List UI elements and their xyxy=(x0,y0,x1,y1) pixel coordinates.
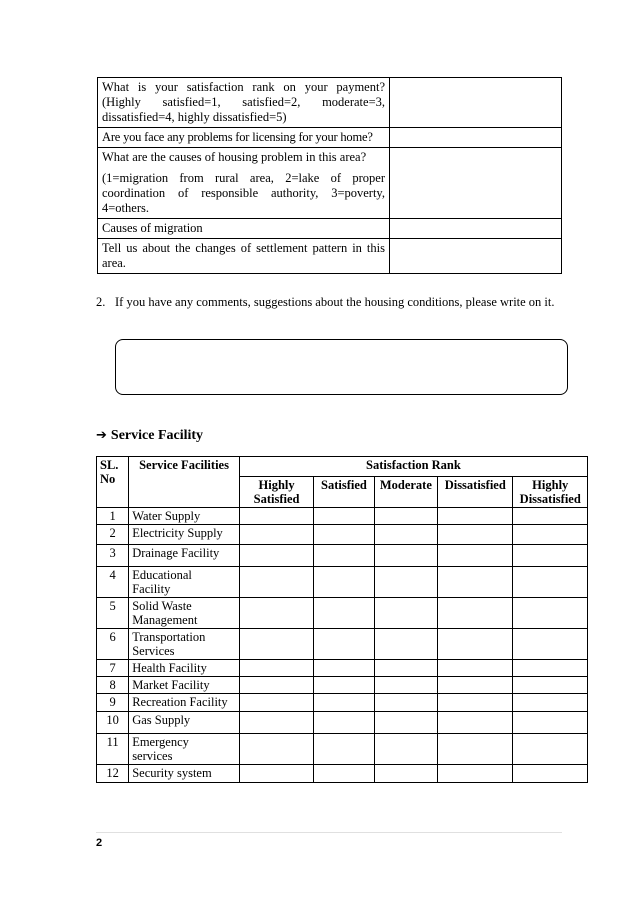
rank-cell[interactable] xyxy=(239,598,313,629)
rank-cell[interactable] xyxy=(374,765,437,783)
rank-cell[interactable] xyxy=(374,734,437,765)
facility-name: Solid Waste Management xyxy=(129,598,240,629)
question-text: (Highly satisfied=1, satisfied=2, moderate=3, xyxy=(102,95,385,109)
table-row xyxy=(97,734,588,765)
rank-cell[interactable] xyxy=(513,525,588,545)
rank-cell[interactable] xyxy=(513,694,588,712)
answer-cell[interactable] xyxy=(390,239,562,274)
rank-cell[interactable] xyxy=(314,694,374,712)
rank-cell[interactable] xyxy=(513,598,588,629)
header-service-facilities: Service Facilities xyxy=(129,457,240,508)
question-text: area. xyxy=(102,256,126,270)
service-facility-table xyxy=(96,456,588,783)
rank-cell[interactable] xyxy=(438,660,513,677)
section-title: Service Facility xyxy=(110,428,204,443)
rank-cell[interactable] xyxy=(513,660,588,677)
rank-cell[interactable] xyxy=(438,629,513,660)
question-cell xyxy=(98,148,390,219)
table-row xyxy=(97,598,588,629)
row-number: 5 xyxy=(97,598,129,629)
rank-cell[interactable] xyxy=(513,545,588,567)
rank-cell[interactable] xyxy=(314,629,374,660)
rank-cell[interactable] xyxy=(239,629,313,660)
rank-cell[interactable] xyxy=(513,508,588,525)
rank-cell[interactable] xyxy=(314,677,374,694)
question-row xyxy=(98,148,562,219)
rank-cell[interactable] xyxy=(374,525,437,545)
table-row xyxy=(97,567,588,598)
table-row xyxy=(97,677,588,694)
question-cell xyxy=(98,128,390,148)
question-text: (1=migration from rural area, 2=lake of proper xyxy=(102,171,385,185)
rank-cell[interactable] xyxy=(239,525,313,545)
row-number: 4 xyxy=(97,567,129,598)
facility-name: Recreation Facility xyxy=(129,694,240,712)
header-moderate: Moderate xyxy=(374,477,437,508)
rank-cell[interactable] xyxy=(314,734,374,765)
rank-cell[interactable] xyxy=(374,660,437,677)
header-sl-no: SL. No xyxy=(97,457,129,508)
rank-cell[interactable] xyxy=(314,712,374,734)
table-row xyxy=(97,765,588,783)
rank-cell[interactable] xyxy=(438,545,513,567)
facility-name: Security system xyxy=(129,765,240,783)
rank-cell[interactable] xyxy=(438,712,513,734)
rank-cell[interactable] xyxy=(438,677,513,694)
row-number: 11 xyxy=(97,734,129,765)
comments-number: 2. xyxy=(96,295,106,309)
rank-cell[interactable] xyxy=(513,765,588,783)
answer-cell[interactable] xyxy=(390,128,562,148)
rank-cell[interactable] xyxy=(239,765,313,783)
row-number: 3 xyxy=(97,545,129,567)
answer-cell[interactable] xyxy=(390,219,562,239)
rank-cell[interactable] xyxy=(314,525,374,545)
row-number: 1 xyxy=(97,508,129,525)
rank-cell[interactable] xyxy=(239,660,313,677)
rank-cell[interactable] xyxy=(314,567,374,598)
rank-cell[interactable] xyxy=(374,598,437,629)
rank-cell[interactable] xyxy=(438,508,513,525)
rank-cell[interactable] xyxy=(374,677,437,694)
rank-cell[interactable] xyxy=(239,508,313,525)
row-number: 6 xyxy=(97,629,129,660)
question-text: 4=others. xyxy=(102,201,149,215)
facility-name: Water Supply xyxy=(129,508,240,525)
rank-cell[interactable] xyxy=(374,567,437,598)
question-text: What is your satisfaction rank on your payment? xyxy=(102,80,385,94)
answer-cell[interactable] xyxy=(390,78,562,128)
question-text: coordination of responsible authority, 3=poverty, xyxy=(102,186,385,200)
rank-cell[interactable] xyxy=(513,677,588,694)
header-satisfaction-rank: Satisfaction Rank xyxy=(239,457,587,477)
rank-cell[interactable] xyxy=(374,545,437,567)
rank-cell[interactable] xyxy=(513,629,588,660)
rank-cell[interactable] xyxy=(239,734,313,765)
row-number: 9 xyxy=(97,694,129,712)
row-number: 8 xyxy=(97,677,129,694)
question-cell xyxy=(98,219,390,239)
rank-cell[interactable] xyxy=(438,694,513,712)
comments-question xyxy=(96,295,566,310)
rank-cell[interactable] xyxy=(438,765,513,783)
rank-cell[interactable] xyxy=(239,545,313,567)
row-number: 12 xyxy=(97,765,129,783)
facility-name: Drainage Facility xyxy=(129,545,240,567)
rank-cell[interactable] xyxy=(314,765,374,783)
question-text: What are the causes of housing problem in this area? xyxy=(102,150,367,164)
header-highly-dissatisfied: Highly Dissatisfied xyxy=(513,477,588,508)
question-cell xyxy=(98,78,390,128)
rank-cell[interactable] xyxy=(314,508,374,525)
questionnaire-table xyxy=(97,77,562,274)
facility-name: Transportation Services xyxy=(129,629,240,660)
row-number: 2 xyxy=(97,525,129,545)
rank-cell[interactable] xyxy=(314,660,374,677)
rank-cell[interactable] xyxy=(239,694,313,712)
rank-cell[interactable] xyxy=(374,694,437,712)
table-row xyxy=(97,660,588,677)
row-number: 7 xyxy=(97,660,129,677)
rank-cell[interactable] xyxy=(374,508,437,525)
rank-cell[interactable] xyxy=(239,567,313,598)
footer-divider xyxy=(96,832,562,833)
rank-cell[interactable] xyxy=(438,734,513,765)
rank-cell[interactable] xyxy=(438,567,513,598)
question-row xyxy=(98,219,562,239)
table-row xyxy=(97,694,588,712)
comments-text: If you have any comments, suggestions about the housing conditions, please write on it. xyxy=(115,295,555,309)
table-row xyxy=(97,629,588,660)
question-row xyxy=(98,128,562,148)
rank-cell[interactable] xyxy=(239,677,313,694)
rank-cell[interactable] xyxy=(239,712,313,734)
rank-cell[interactable] xyxy=(438,525,513,545)
header-satisfied: Satisfied xyxy=(314,477,374,508)
facility-name: Emergency services xyxy=(129,734,240,765)
rank-cell[interactable] xyxy=(374,629,437,660)
facility-name: Electricity Supply xyxy=(129,525,240,545)
table-row xyxy=(97,525,588,545)
question-cell xyxy=(98,239,390,274)
answer-cell[interactable] xyxy=(390,148,562,219)
table-row xyxy=(97,545,588,567)
arrow-right-icon: ➔ xyxy=(96,428,107,443)
header-highly-satisfied: Highly Satisfied xyxy=(239,477,313,508)
row-number: 10 xyxy=(97,712,129,734)
rank-cell[interactable] xyxy=(374,712,437,734)
facility-name: Educational Facility xyxy=(129,567,240,598)
rank-cell[interactable] xyxy=(314,598,374,629)
page-number: 2 xyxy=(96,837,103,849)
rank-cell[interactable] xyxy=(513,734,588,765)
section-heading xyxy=(96,428,203,444)
rank-cell[interactable] xyxy=(314,545,374,567)
question-row xyxy=(98,78,562,128)
rank-cell[interactable] xyxy=(438,598,513,629)
question-text: Tell us about the changes of settlement pattern in this xyxy=(102,241,385,255)
table-row xyxy=(97,508,588,525)
question-text: Are you face any problems for licensing for your home? xyxy=(102,130,373,144)
comment-input-box[interactable] xyxy=(115,339,568,395)
question-text: dissatisfied=4, highly dissatisfied=5) xyxy=(102,110,287,124)
rank-cell[interactable] xyxy=(513,567,588,598)
table-row xyxy=(97,712,588,734)
facility-name: Health Facility xyxy=(129,660,240,677)
rank-cell[interactable] xyxy=(513,712,588,734)
header-dissatisfied: Dissatisfied xyxy=(438,477,513,508)
question-row xyxy=(98,239,562,274)
facility-name: Gas Supply xyxy=(129,712,240,734)
question-text: Causes of migration xyxy=(102,221,203,235)
facility-name: Market Facility xyxy=(129,677,240,694)
